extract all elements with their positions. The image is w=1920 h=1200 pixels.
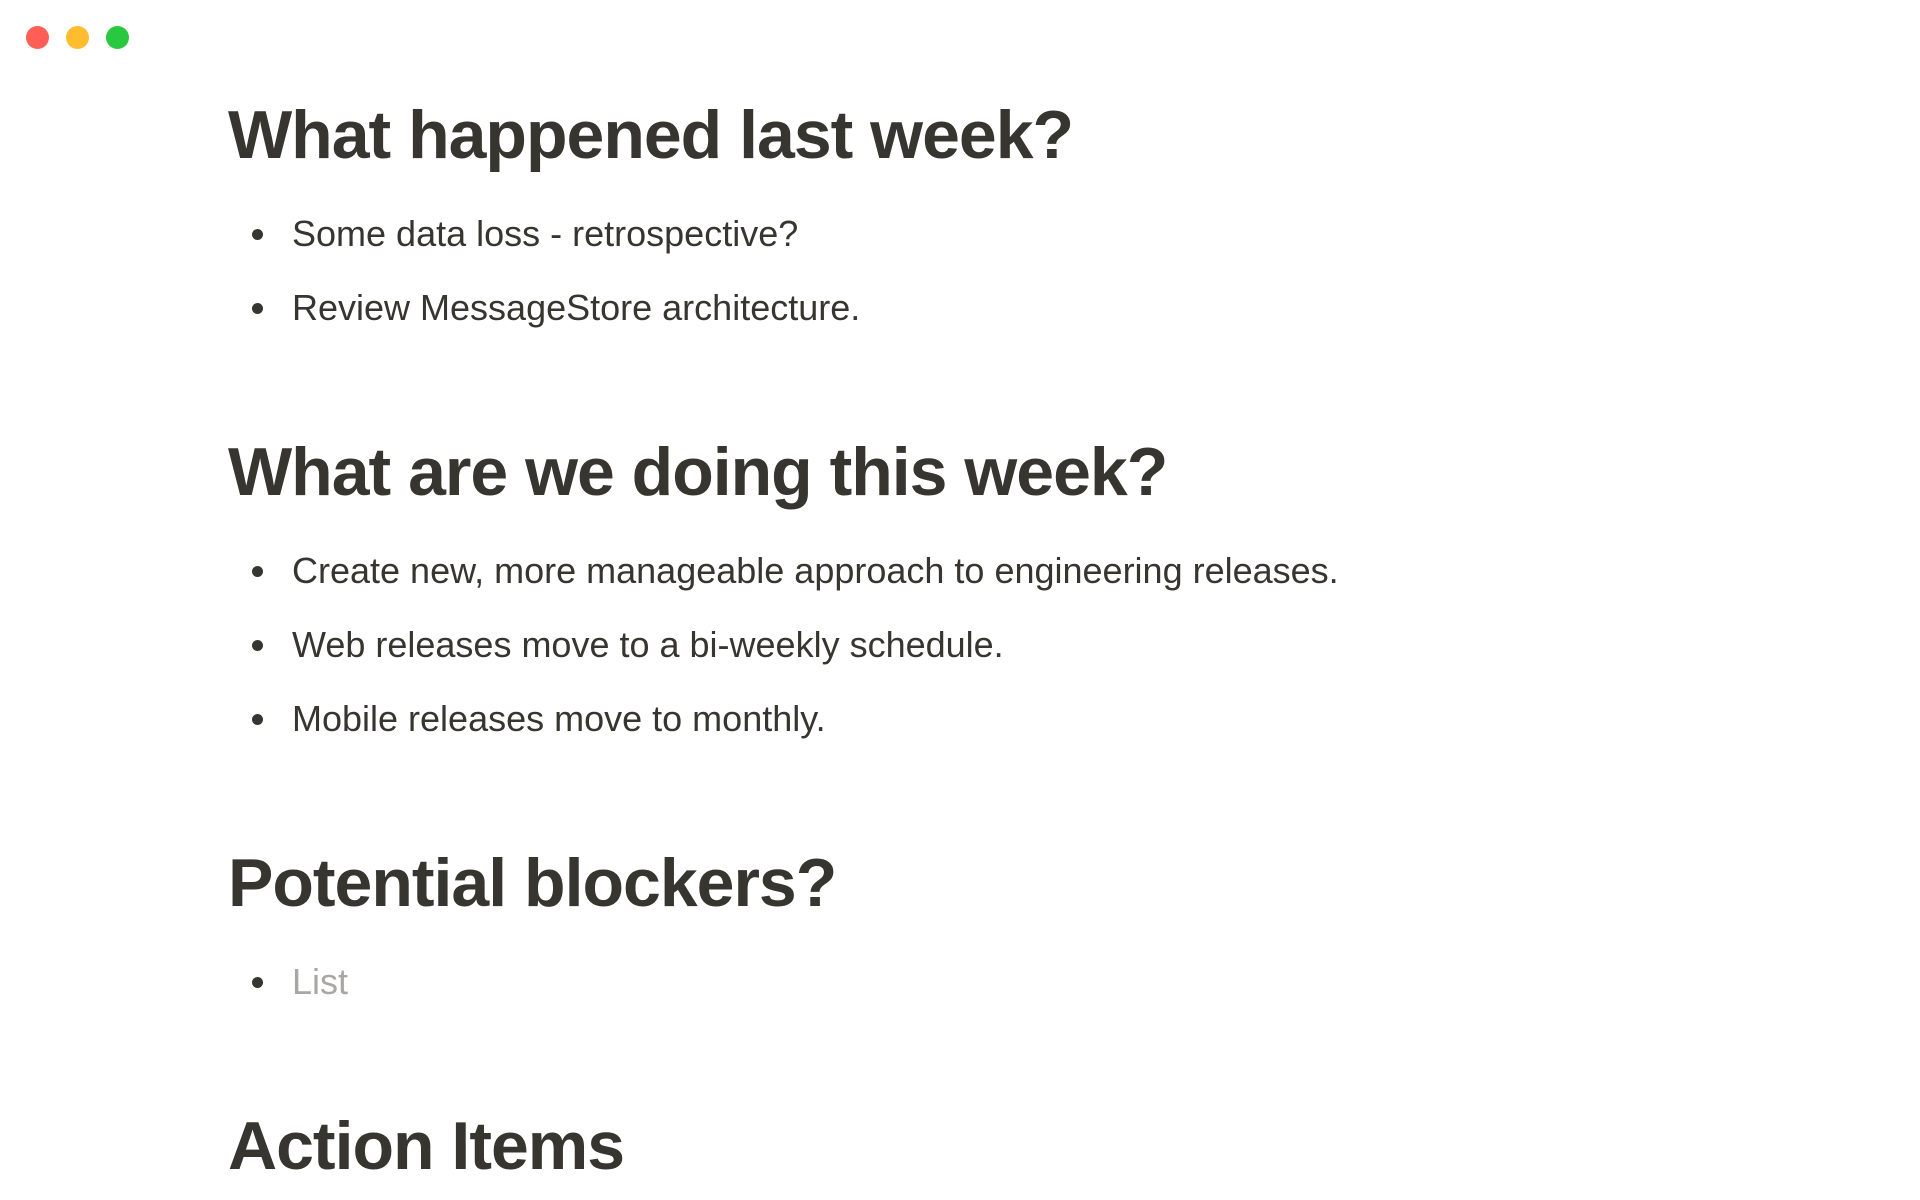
- bullet-list-this-week: [228, 534, 1528, 756]
- bullet-dot-icon: [252, 640, 263, 651]
- document-body: [228, 0, 1528, 1188]
- list-item[interactable]: [228, 271, 1528, 345]
- list-item-empty-placeholder[interactable]: [228, 945, 1528, 1019]
- section-heading-last-week[interactable]: What happened last week?: [228, 97, 1074, 173]
- list-item-text: Mobile releases move to monthly.: [292, 698, 826, 739]
- bullet-dot-icon: [252, 714, 263, 725]
- bullet-dot-icon: [252, 566, 263, 577]
- bullet-dot-icon: [252, 303, 263, 314]
- bullet-list-blockers: [228, 945, 1528, 1019]
- list-item-text: Create new, more manageable approach to engineering releases.: [292, 550, 1339, 591]
- list-placeholder-text: List: [292, 961, 349, 1002]
- minimize-button[interactable]: [66, 26, 89, 49]
- bullet-dot-icon: [252, 229, 263, 240]
- list-item[interactable]: [228, 682, 1528, 756]
- list-item[interactable]: [228, 197, 1528, 271]
- section-heading-blockers[interactable]: Potential blockers?: [228, 845, 837, 921]
- window-controls: [26, 26, 129, 49]
- list-item-text: Review MessageStore architecture.: [292, 287, 861, 328]
- list-item[interactable]: [228, 608, 1528, 682]
- bullet-list-last-week: [228, 197, 1528, 345]
- bullet-dot-icon: [252, 977, 263, 988]
- list-item-text: Some data loss - retrospective?: [292, 213, 799, 254]
- section-heading-action-items[interactable]: Action Items: [228, 1108, 625, 1184]
- list-item[interactable]: [228, 534, 1528, 608]
- zoom-button[interactable]: [106, 26, 129, 49]
- list-item-text: Web releases move to a bi-weekly schedule.: [292, 624, 1004, 665]
- close-button[interactable]: [26, 26, 49, 49]
- section-heading-this-week[interactable]: What are we doing this week?: [228, 434, 1168, 510]
